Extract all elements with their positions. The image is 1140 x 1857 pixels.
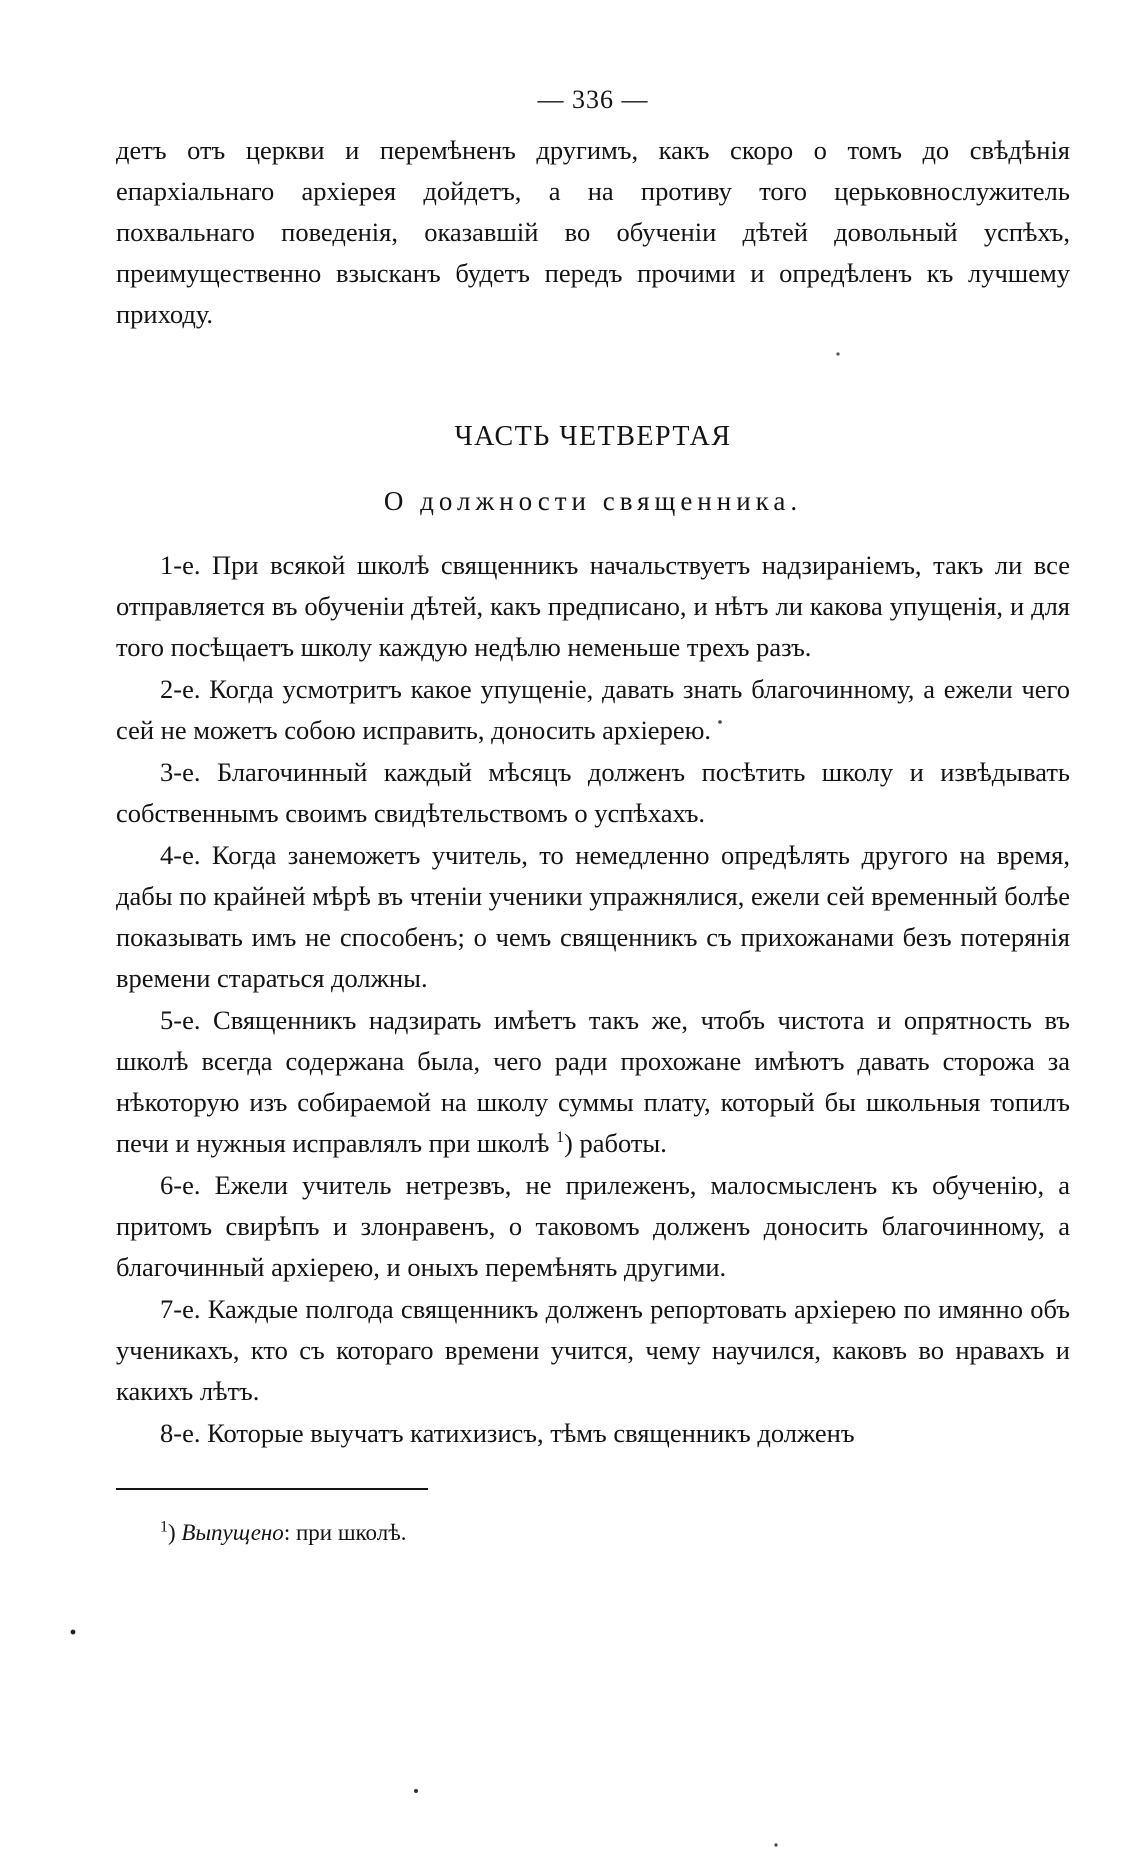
paragraph-3: 3-е. Благочинный каждый мѣсяцъ долженъ посѣтить школу и извѣдывать собственнымъ своимъ свидѣтельствомъ о успѣхахъ. <box>116 757 1070 828</box>
page-number: — 336 — <box>537 85 649 114</box>
footnote <box>116 1516 1070 1550</box>
paragraph-2: 2-е. Когда усмотритъ какое упущеніе, давать знать благочинному, а ежели чего сей не можетъ собою исправить, доносить архіерею. <box>116 674 1070 745</box>
paragraph-5 <box>116 1000 1070 1164</box>
document-page <box>116 80 1070 1550</box>
footnote-divider <box>116 1488 428 1490</box>
scan-speck <box>71 1630 76 1635</box>
footnote-label: Выпущено <box>181 1520 284 1545</box>
part-title: ЧАСТЬ ЧЕТВЕРТАЯ <box>454 421 732 452</box>
paragraph-5-end: ) работы. <box>564 1128 667 1158</box>
footnote-text: : при школѣ. <box>283 1520 407 1545</box>
scan-speck <box>774 1843 777 1846</box>
footnote-marker: 1 <box>160 1518 168 1536</box>
paragraph-1: 1-е. При всякой школѣ священникъ начальствуетъ надзираніемъ, такъ ли все отправляется въ обученіи дѣтей, какъ предписано, и нѣтъ ли какова упущенія, и для того посѣщаетъ школу каждую недѣлю неменьше трехъ разъ. <box>116 550 1070 662</box>
section-title: О должности священника. <box>383 486 803 516</box>
paragraph-8: 8-е. Которые выучатъ катихизисъ, тѣмъ священникъ долженъ <box>160 1418 855 1448</box>
paragraph-5-text: 5-е. Священникъ надзирать имѣетъ такъ же, чтобъ чистота и опрятность въ школѣ всегда содержана была, чего ради прохожане имѣютъ давать сторожа за нѣкоторую изъ собираемой на школу суммы плату, который бы школьныя топилъ печи и нужныя исправлялъ при школѣ <box>116 1005 1070 1158</box>
paragraph-7: 7-е. Каждые полгода священникъ долженъ репортовать архіерею по имянно объ ученикахъ, кто съ котораго времени учится, чему научился, каковъ во нравахъ и какихъ лѣтъ. <box>116 1294 1070 1406</box>
paragraph-4: 4-е. Когда занеможетъ учитель, то немедленно опредѣлять другого на время, дабы по крайней мѣрѣ въ чтеніи ученики упражнялися, ежели сей временный болѣе показывать имъ не способенъ; о чемъ священникъ съ прихожанами безъ потерянія времени стараться должны. <box>116 840 1070 993</box>
footnote-reference: 1 <box>556 1129 564 1147</box>
scan-speck <box>414 1789 418 1793</box>
footnote-marker-close: ) <box>168 1520 176 1545</box>
paragraph-6: 6-е. Ежели учитель нетрезвъ, не прилеженъ, малосмысленъ къ обученію, а притомъ свирѣпъ и злонравенъ, о таковомъ долженъ доносить благочинному, а благочинный архіерею, и оныхъ перемѣнять другими. <box>116 1170 1070 1282</box>
lead-paragraph: детъ отъ церкви и перемѣненъ другимъ, какъ скоро о томъ до свѣдѣнія епархіальнаго архіерея дойдетъ, а на противу того церьковнослужитель похвальнаго поведенія, оказавшій во обученіи дѣтей довольный успѣхъ, преимущественно взысканъ будетъ передъ прочими и опредѣленъ къ лучшему приходу. <box>116 135 1070 329</box>
